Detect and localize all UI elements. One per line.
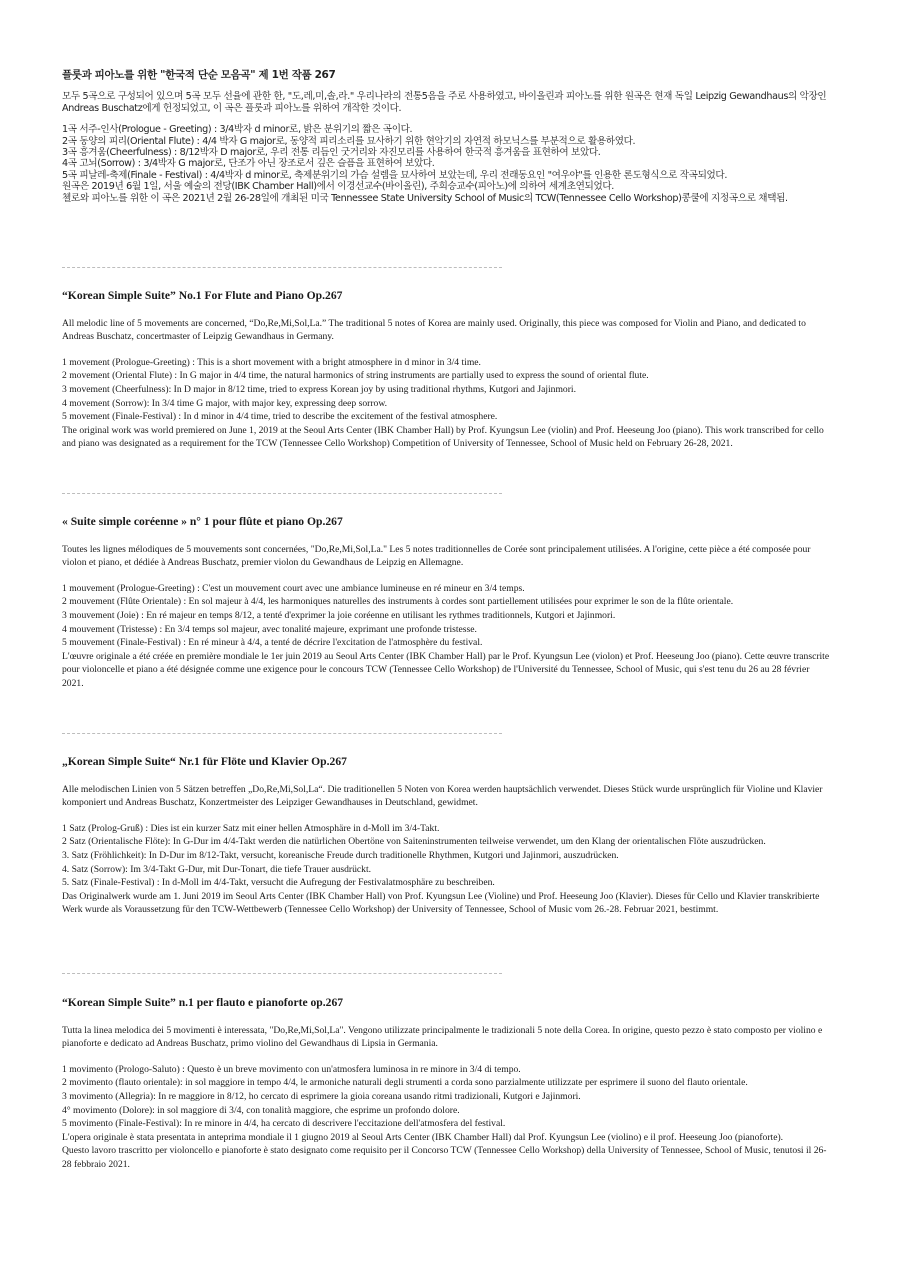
- german-line: 4. Satz (Sorrow): Im 3/4-Takt G-Dur, mit Dur-Tonart, die tiefe Trauer ausdrückt.: [62, 863, 372, 875]
- italian-line: Questo lavoro trascritto per violoncello e pianoforte è stato designato come requisito per il Concorso TCW (Tennessee Cello Workshop) della University of Tennessee, School of Music, tenutosi il 26-28 febbraio 2021.: [62, 1145, 827, 1170]
- french-line: 3 mouvement (Joie) : En ré majeur en temps 8/12, a tenté d'exprimer la joie coréenne en utilisant les rythmes traditionnels, Kutgori et Jajinmori.: [62, 609, 616, 621]
- english-line: 5 movement (Finale-Festival) : In d minor in 4/4 time, tried to describe the excitement of the festival atmosphere.: [62, 411, 498, 423]
- korean-line: 3곡 흥겨움(Cheerfulness) : 8/12박자 D major로, 우리 전통 리듬인 굿거리와 자진모리를 사용하여 한국적 흥겨움을 표현하여 보았다.: [62, 147, 601, 159]
- french-intro: Toutes les lignes mélodiques de 5 mouvements sont concernées, "Do,Re,Mi,Sol,La." Les 5 notes traditionnelles de Corée sont principalement utilisées. A l'origine, cette pièce a été composée pour violon et piano, et dédiée à Andreas Buschatz, premier violon du Gewandhaus de Leipzig en Allemagne.: [62, 543, 811, 569]
- french-section: [62, 515, 832, 691]
- english-line: 2 movement (Oriental Flute) : In G major in 4/4 time, the natural harmonics of string instruments are partially used to express the sound of oriental flute.: [62, 370, 649, 382]
- german-intro: Alle melodischen Linien von 5 Sätzen betreffen „Do,Re,Mi,Sol,La“. Die traditionellen 5 Noten von Korea werden hauptsächlich verwendet. Dieses Stück wurde ursprünglich für Violine und Klavier komponiert und Andreas Buschatz, Konzertmeister des Leipziger Gewandhauses in Deutschland, gewidmet.: [62, 783, 823, 809]
- korean-line: 4곡 고뇌(Sorrow) : 3/4박자 G major로, 단조가 아닌 장조로서 깊은 슬픔을 표현하여 보았다.: [62, 158, 435, 170]
- italian-title: “Korean Simple Suite” n.1 per flauto e pianoforte op.267: [62, 996, 344, 1009]
- german-line: 1 Satz (Prolog-Gruß) : Dies ist ein kurzer Satz mit einer hellen Atmosphäre in d-Moll im 3/4-Takt.: [62, 822, 440, 834]
- korean-intro: 모두 5곡으로 구성되어 있으며 5곡 모두 선율에 관한 한, "도,레,미,솔,라." 우리나라의 전통5음을 주로 사용하였고, 바이올린과 피아노를 위한 원곡은 현재 독일 Leipzig Gewandhaus의 악장인 Andreas Buschatz에게 헌정되었고, 이 곡은 플룻과 피아노를 위하여 개작한 것이다.: [62, 91, 827, 114]
- german-section: [62, 755, 832, 917]
- french-line: 4 mouvement (Tristesse) : En 3/4 temps sol majeur, avec tonalité majeure, exprimant une profonde tristesse.: [62, 623, 477, 635]
- english-line: 3 movement (Cheerfulness): In D major in 8/12 time, tried to express Korean joy by using traditional rhythms, Kutgori and Jajinmori.: [62, 383, 576, 395]
- english-line: 4 movement (Sorrow): In 3/4 time G major, with major key, expressing deep sorrow.: [62, 397, 388, 409]
- english-title: “Korean Simple Suite” No.1 For Flute and Piano Op.267: [62, 289, 343, 302]
- korean-line: 원곡은 2019년 6월 1일, 서울 예술의 전당(IBK Chamber Hall)에서 이경선교수(바이올린), 주희승교수(피아노)에 의하여 세계초연되었다.: [62, 181, 614, 193]
- english-intro: All melodic line of 5 movements are concerned, “Do,Re,Mi,Sol,La.” The traditional 5 notes of Korea are mainly used. Originally, this piece was composed for Violin and Piano, and dedicated to Andreas Buschatz, concertmaster of Leipzig Gewandhaus in Germany.: [62, 317, 806, 343]
- italian-line: 1 movimento (Prologo-Saluto) : Questo è un breve movimento con un'atmosfera luminosa in re minore in 3/4 di tempo.: [62, 1063, 521, 1075]
- italian-line: 3 movimento (Allegria): In re maggiore in 8/12, ho cercato di esprimere la gioia coreana usando ritmi tradizionali, Kutgori e Jajinmori.: [62, 1090, 581, 1102]
- korean-section: [62, 70, 832, 204]
- french-title: « Suite simple coréenne » n° 1 pour flûte et piano Op.267: [62, 515, 343, 528]
- german-line: 3. Satz (Fröhlichkeit): In D-Dur im 8/12-Takt, versucht, koreanische Freude durch traditionelle Rhythmen, Kutgori und Jajinmori, auszudrücken.: [62, 849, 619, 861]
- korean-line: 2곡 동양의 피리(Oriental Flute) : 4/4 박자 G major로, 동양적 피리소리를 묘사하기 위한 현악기의 자연적 하모닉스를 부분적으로 활용하였다.: [62, 135, 636, 147]
- italian-line: 5 movimento (Finale-Festival): In re minore in 4/4, ha cercato di descrivere l'eccitazione dell'atmosfera del festival.: [62, 1118, 506, 1130]
- german-line: 2 Satz (Orientalische Flöte): In G-Dur im 4/4-Takt werden die natürlichen Obertöne von Saiteninstrumenten teilweise verwendet, um den Klang der orientalischen Flöte auszudrücken.: [62, 836, 766, 848]
- english-line: 1 movement (Prologue-Greeting) : This is a short movement with a bright atmosphere in d minor in 3/4 time.: [62, 356, 481, 368]
- german-line: 5. Satz (Finale-Festival) : In d-Moll im 4/4-Takt, versucht die Aufregung der Festivalatmosphäre zu beschreiben.: [62, 877, 495, 889]
- italian-line: 4° movimento (Dolore): in sol maggiore di 3/4, con tonalità maggiore, che esprime un profondo dolore.: [62, 1104, 460, 1116]
- french-line: 2 mouvement (Flûte Orientale) : En sol majeur à 4/4, les harmoniques naturelles des instruments à cordes sont partiellement utilisées pour exprimer le son de la flûte orientale.: [62, 596, 734, 608]
- french-line: 1 mouvement (Prologue-Greeting) : C'est un mouvement court avec une ambiance lumineuse en ré mineur en 3/4 temps.: [62, 582, 525, 594]
- french-line: 5 mouvement (Finale-Festival) : En ré mineur à 4/4, a tenté de décrire l'excitation de l'atmosphère du festival.: [62, 637, 483, 649]
- section-divider: [62, 733, 502, 734]
- italian-intro: Tutta la linea melodica dei 5 movimenti è interessata, "Do,Re,Mi,Sol,La". Vengono utilizzate principalmente le tradizionali 5 note della Corea. In origine, questo pezzo è stato composto per violino e pianoforte e dedicato ad Andreas Buschatz, primo violino del Gewandhaus di Lipsia in Germania.: [62, 1024, 823, 1050]
- italian-line: 2 movimento (flauto orientale): in sol maggiore in tempo 4/4, le armoniche naturali degli strumenti a corda sono parzialmente utilizzate per esprimere il suono del flauto orientale.: [62, 1077, 748, 1089]
- english-section: [62, 289, 832, 451]
- korean-line: 첼로와 피아노를 위한 이 곡은 2021년 2월 26-28일에 개최된 미국 Tennessee State University School of Music의 TCW(Tennessee Cello Workshop)콩쿨에 지정곡으로 채택됨.: [62, 192, 788, 204]
- english-line: The original work was world premiered on June 1, 2019 at the Seoul Arts Center (IBK Chamber Hall) by Prof. Kyungsun Lee (violin) and Prof. Heeseung Joo (piano). This work transcribed for cello and piano was designated as a requirement for the TCW (Tennessee Cello Workshop) Competition of University of Tennessee, School of Music held on February 26-28, 2021.: [62, 424, 824, 450]
- korean-title: 플룻과 피아노를 위한 "한국적 단순 모음곡" 제 1번 작품 267: [62, 69, 336, 81]
- section-divider: [62, 267, 502, 268]
- italian-section: [62, 996, 832, 1172]
- korean-line: 1곡 서주-인사(Prologue - Greeting) : 3/4박자 d minor로, 밝은 분위기의 짧은 곡이다.: [62, 124, 413, 136]
- section-divider: [62, 973, 502, 974]
- french-line: L'œuvre originale a été créée en première mondiale le 1er juin 2019 au Seoul Arts Center (IBK Chamber Hall) par le Prof. Kyungsun Lee (violon) et Prof. Heeseung Joo (piano). Cette œuvre transcrite pour violoncelle et piano a été désignée comme une exigence pour le concours TCW (Tennessee Cello Workshop) de l'Université du Tennessee, School of Music, qui s'est tenu du 26 au 28 février 2021.: [62, 650, 830, 689]
- german-line: Das Originalwerk wurde am 1. Juni 2019 im Seoul Arts Center (IBK Chamber Hall) von Prof. Kyungsun Lee (Violine) und Prof. Heeseung Joo (Klavier). Dieses für Cello und Klavier transkribierte Werk wurde als Voraussetzung für den TCW-Wettbewerb (Tennessee Cello Workshop) der University of Tennessee, School of Music vom 26.-28. Februar 2021, bestimmt.: [62, 890, 820, 916]
- section-divider: [62, 493, 502, 494]
- german-title: „Korean Simple Suite“ Nr.1 für Flöte und Klavier Op.267: [62, 755, 347, 768]
- korean-line: 5곡 피날레-축제(Finale - Festival) : 4/4박자 d minor로, 축제분위기의 가슴 설렘을 묘사하여 보았는데, 우리 전래동요인 "여우야"를 인용한 론도형식으로 작곡되었다.: [62, 169, 728, 181]
- italian-line: L'opera originale è stata presentata in anteprima mondiale il 1 giugno 2019 al Seoul Arts Center (IBK Chamber Hall) dal Prof. Kyungsun Lee (violino) e il prof. Heeseung Joo (pianoforte).: [62, 1131, 784, 1143]
